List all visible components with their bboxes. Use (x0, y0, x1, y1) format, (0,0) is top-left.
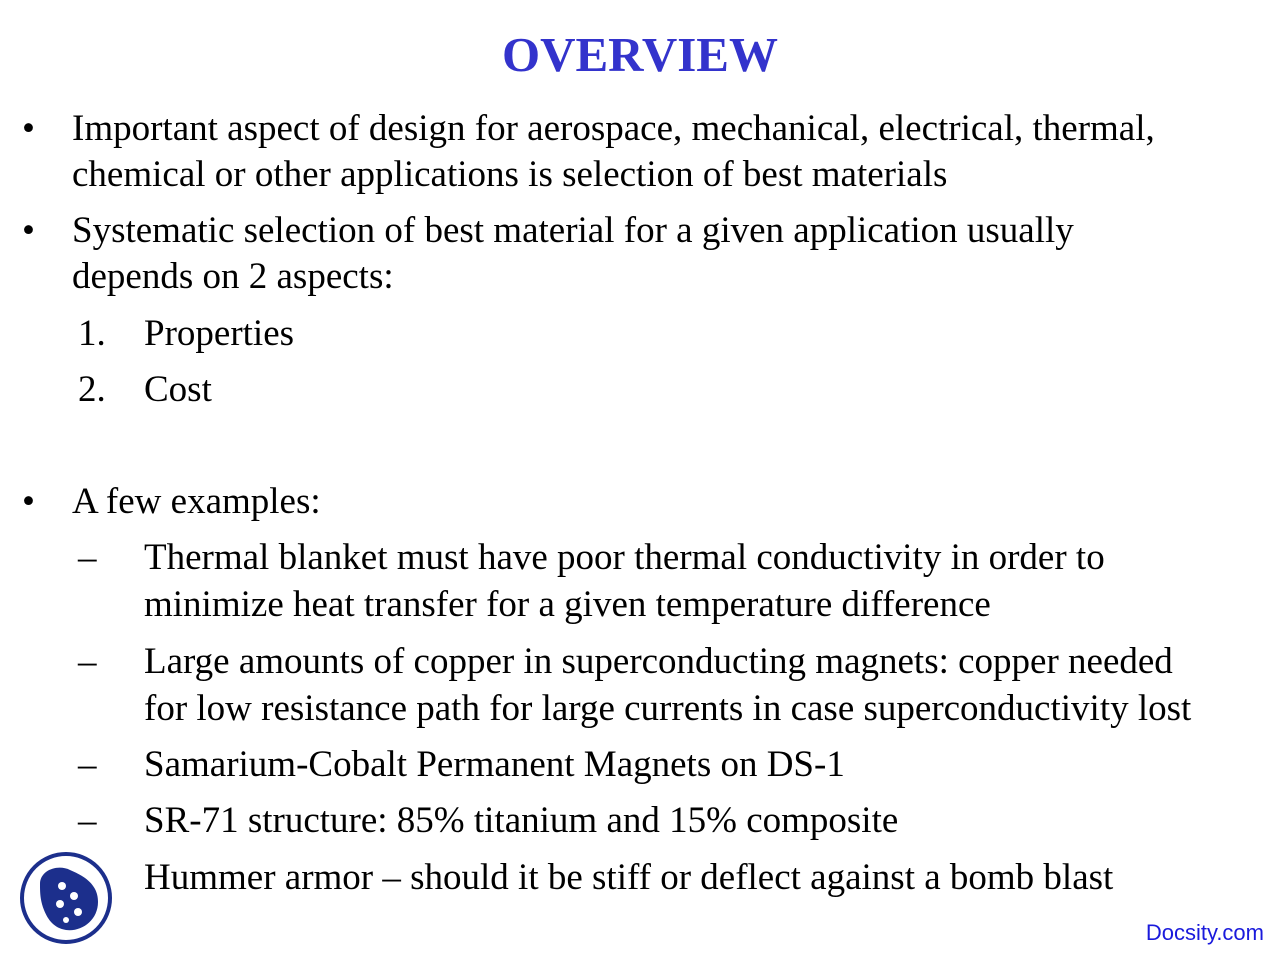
dash-text-line: Thermal blanket must have poor thermal conductivity in order to (144, 537, 1105, 578)
docsity-logo-icon (18, 850, 114, 946)
bullet-mark: • (22, 108, 35, 149)
bullet-text-line: chemical or other applications is selection of best materials (72, 154, 948, 195)
numbered-mark: 2. (78, 369, 106, 410)
dash-text-line: minimize heat transfer for a given temperature difference (144, 584, 991, 625)
docsity-logo-svg (18, 850, 114, 946)
bullet-text-line: A few examples: (72, 481, 321, 522)
dash-text-line: SR-71 structure: 85% titanium and 15% composite (144, 800, 899, 841)
bullet-mark: • (22, 481, 35, 522)
dash-mark: – (78, 744, 97, 785)
dash-text-line: Hummer armor – should it be stiff or deflect against a bomb blast (144, 857, 1114, 898)
bullet-text-line: Important aspect of design for aerospace, mechanical, electrical, thermal, (72, 108, 1155, 149)
bullet-text-line: depends on 2 aspects: (72, 256, 394, 297)
numbered-text: Properties (144, 313, 295, 354)
slide-title: OVERVIEW (502, 27, 778, 82)
numbered-text: Cost (144, 369, 212, 410)
footer-brand-link[interactable]: Docsity.com (1145, 920, 1264, 945)
dash-mark: – (78, 800, 97, 841)
dash-mark: – (78, 641, 97, 682)
dash-text-line: Samarium-Cobalt Permanent Magnets on DS-1 (144, 744, 845, 785)
dash-text-line: Large amounts of copper in superconducting magnets: copper needed (144, 641, 1173, 682)
bullet-text-line: Systematic selection of best material for a given application usually (72, 210, 1074, 251)
bullet-mark: • (22, 210, 35, 251)
numbered-mark: 1. (78, 313, 106, 354)
dash-mark: – (78, 537, 97, 578)
dash-text-line: for low resistance path for large currents in case superconductivity lost (144, 688, 1192, 729)
